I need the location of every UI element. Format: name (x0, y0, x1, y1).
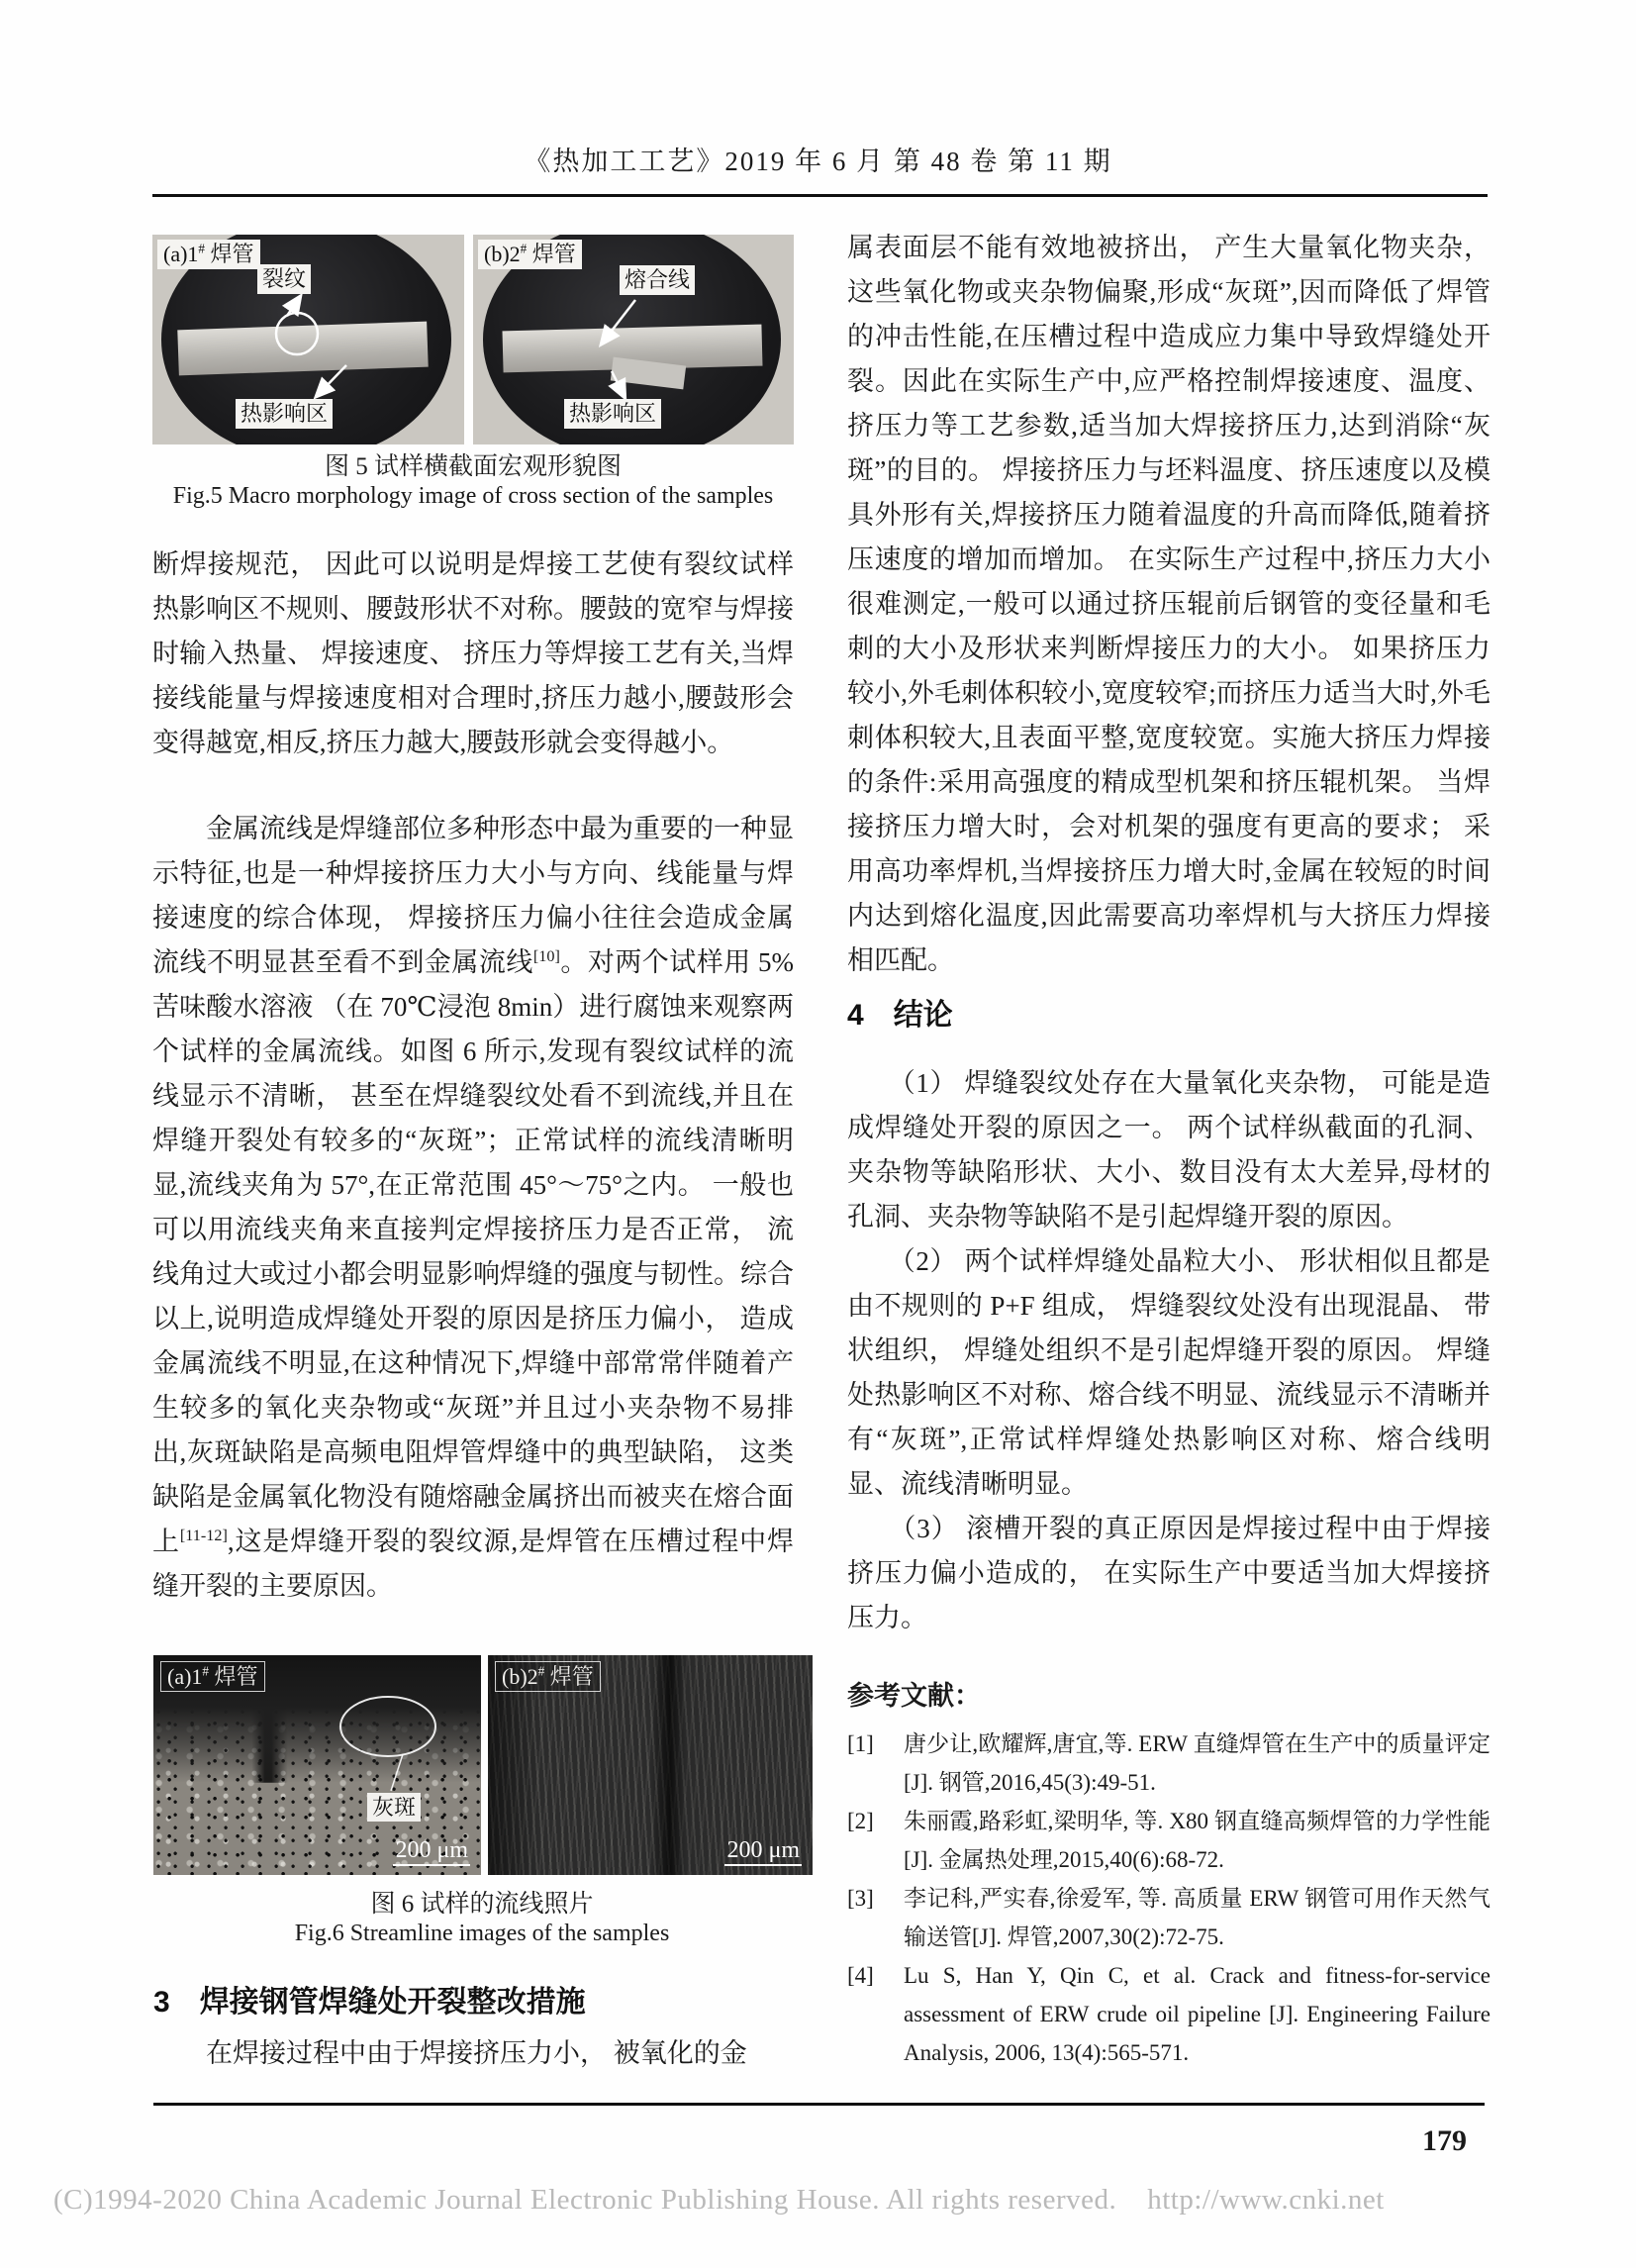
references-list (847, 1725, 1491, 2072)
reference-number: [2] (847, 1809, 874, 1833)
reference-text: 朱丽霞,路彩虹,梁明华, 等. X80 钢直缝高频焊管的力学性能[J]. 金属热处理,2015,40(6):68-72. (904, 1809, 1491, 1872)
section4-heading (847, 990, 953, 1034)
figure6 (153, 1655, 813, 1875)
grayspot-label: 灰斑 (367, 1793, 421, 1822)
footer-rule (153, 2103, 1485, 2106)
reference-item (847, 1725, 1491, 1802)
section3-paragraph: 在焊接过程中由于焊接挤压力小， 被氧化的金 (152, 2038, 747, 2068)
section3-heading (153, 1977, 586, 2021)
conclusion-item: （3） 滚槽开裂的真正原因是焊接过程中由于焊接挤压力偏小造成的， 在实际生产中要适当加大焊接挤压力。 (847, 1514, 1491, 1632)
figure5-photo-b (473, 235, 794, 444)
reference-text: 唐少让,欧耀辉,唐宜,等. ERW 直缝焊管在生产中的质量评定[J]. 钢管,2016,45(3):49-51. (904, 1731, 1491, 1795)
panel-b-tag: (b)2# 焊管 (495, 1661, 601, 1692)
panel-b-tag: (b)2# 焊管 (478, 240, 582, 269)
grayspot-ellipse-marker (340, 1697, 435, 1756)
section4-number: 4 (847, 999, 864, 1032)
figure6-micrograph-b (488, 1655, 813, 1875)
section3-title: 焊接钢管焊缝处开裂整改措施 (199, 1986, 586, 2019)
section3-number: 3 (153, 1986, 170, 2019)
reference-number: [4] (847, 1963, 874, 1988)
conclusions-list (847, 1061, 1491, 1640)
journal-header: 《热加工工艺》2019 年 6 月 第 48 卷 第 11 期 (524, 147, 1112, 176)
reference-item (847, 1879, 1491, 1956)
reference-text: 李记科,严实春,徐爱军, 等. 高质量 ERW 钢管可用作天然气输送管[J]. 焊管,2007,30(2):72-75. (904, 1886, 1491, 1949)
figure6-caption-cn: 图 6 试样的流线照片 (370, 1891, 594, 1918)
grayspot-leader-line (391, 1754, 403, 1791)
haz-label: 热影响区 (236, 399, 333, 429)
figure5 (152, 235, 794, 444)
sample-cross-section (177, 322, 428, 376)
header-rule (152, 194, 1488, 197)
reference-text: Lu S, Han Y, Qin C, et al. Crack and fitness-for-service assessment of ERW crude oil pipeline [J]. Engineering Failure Analysis, 2006, 13(4):565-571. (904, 1963, 1491, 2065)
haz-label: 热影响区 (564, 399, 661, 429)
panel-a-tag: (a)1# 焊管 (160, 1661, 265, 1692)
copyright-watermark: (C)1994-2020 China Academic Journal Electronic Publishing House. All rights reserved. http://www.cnki.net (53, 2184, 1385, 2216)
scale-bar: 200 μm (724, 1836, 802, 1866)
reference-number: [1] (847, 1731, 874, 1756)
left-paragraph-2: 金属流线是焊缝部位多种形态中最为重要的一种显示特征,也是一种焊接挤压力大小与方向、线能量与焊接速度的综合体现， 焊接挤压力偏小往往会造成金属流线不明显甚至看不到金属流线[10]。对两个试样用 5%苦味酸水溶液 （在 70℃浸泡 8min）进行腐蚀来观察两个试样的金属流线。如图 6 所示,发现有裂纹试样的流线显示不清晰， 甚至在焊缝裂纹处看不到流线,并且在焊缝开裂处有较多的“灰斑”；正常试样的流线清晰明显,流线夹角为 57°,在正常范围 45°～75°之内。 一般也可以用流线夹角来直接判定焊接挤压力是否正常， 流线角过大或过小都会明显影响焊缝的强度与韧性。综合以上,说明造成焊缝处开裂的原因是挤压力偏小， 造成金属流线不明显,在这种情况下,焊缝中部常常伴随着产生较多的氧化夹杂物或“灰斑”并且过小夹杂物不易排出,灰斑缺陷是高频电阻焊管焊缝中的典型缺陷， 这类缺陷是金属氧化物没有随熔融金属挤出而被夹在熔合面上[11-12],这是焊缝开裂的裂纹源,是焊管在压槽过程中焊缝开裂的主要原因。 (152, 814, 795, 1601)
conclusion-item: （2） 两个试样焊缝处晶粒大小、 形状相似且都是由不规则的 P+F 组成， 焊缝裂纹处没有出现混晶、 带状组织， 焊缝处组织不是引起焊缝开裂的原因。 焊缝处热影响区不对称、熔合线不明显、流线显示不清晰并有“灰斑”,正常试样焊缝处热影响区对称、熔合线明显、流线清晰明显。 (847, 1246, 1491, 1499)
page-number: 179 (1422, 2124, 1467, 2157)
figure5-caption-en: Fig.5 Macro morphology image of cross section of the samples (172, 483, 774, 509)
figure5-photo-a (152, 235, 464, 444)
crack-label: 裂纹 (257, 264, 311, 294)
reference-item (847, 1956, 1491, 2072)
panel-a-tag: (a)1# 焊管 (157, 240, 260, 269)
section4-title: 结论 (893, 999, 953, 1032)
conclusion-item: （1） 焊缝裂纹处存在大量氧化夹杂物， 可能是造成焊缝处开裂的原因之一。 两个试样纵截面的孔洞、夹杂物等缺陷形状、大小、数目没有太大差异,母材的孔洞、夹杂物等缺陷不是引起焊缝开裂的原因。 (847, 1068, 1491, 1232)
references-heading: 参考文献： (847, 1681, 981, 1711)
right-paragraph-continuation: 属表面层不能有效地被挤出， 产生大量氧化物夹杂，这些氧化物或夹杂物偏聚,形成“灰斑”,因而降低了焊管的冲击性能,在压槽过程中造成应力集中导致焊缝处开裂。因此在实际生产中,应严格控制焊接速度、温度、挤压力等工艺参数,适当加大焊接挤压力,达到消除“灰斑”的目的。 焊接挤压力与坯料温度、挤压速度以及模具外形有关,焊接挤压力随着温度的升高而降低,随着挤压速度的增加而增加。 在实际生产过程中,挤压力大小很难测定,一般可以通过挤压辊前后钢管的变径量和毛刺的大小及形状来判断焊接压力的大小。 如果挤压力较小,外毛刺体积较小,宽度较窄;而挤压力适当大时,外毛刺体积较大,且表面平整,宽度较宽。实施大挤压力焊接的条件:采用高强度的精成型机架和挤压辊机架。 当焊接挤压力增大时，会对机架的强度有更高的要求； 采用高功率焊机,当焊接挤压力增大时,金属在较短的时间内达到熔化温度,因此需要高功率焊机与大挤压力焊接相匹配。 (847, 233, 1491, 975)
scale-bar: 200 μm (393, 1836, 470, 1866)
reference-number: [3] (847, 1886, 874, 1911)
reference-item (847, 1802, 1491, 1879)
figure5-caption-cn: 图 5 试样横截面宏观形貌图 (324, 453, 622, 480)
left-paragraph-1: 断焊接规范， 因此可以说明是焊接工艺使有裂纹试样热影响区不规则、腰鼓形状不对称。腰鼓的宽窄与焊接时输入热量、 焊接速度、 挤压力等焊接工艺有关,当焊接线能量与焊接速度相对合理时,挤压力越小,腰鼓形会变得越宽,相反,挤压力越大,腰鼓形就会变得越小。 (152, 549, 794, 757)
figure6-caption-en: Fig.6 Streamline images of the samples (294, 1921, 670, 1946)
fusion-line-label: 熔合线 (620, 265, 695, 295)
figure6-micrograph-a (153, 1655, 481, 1875)
